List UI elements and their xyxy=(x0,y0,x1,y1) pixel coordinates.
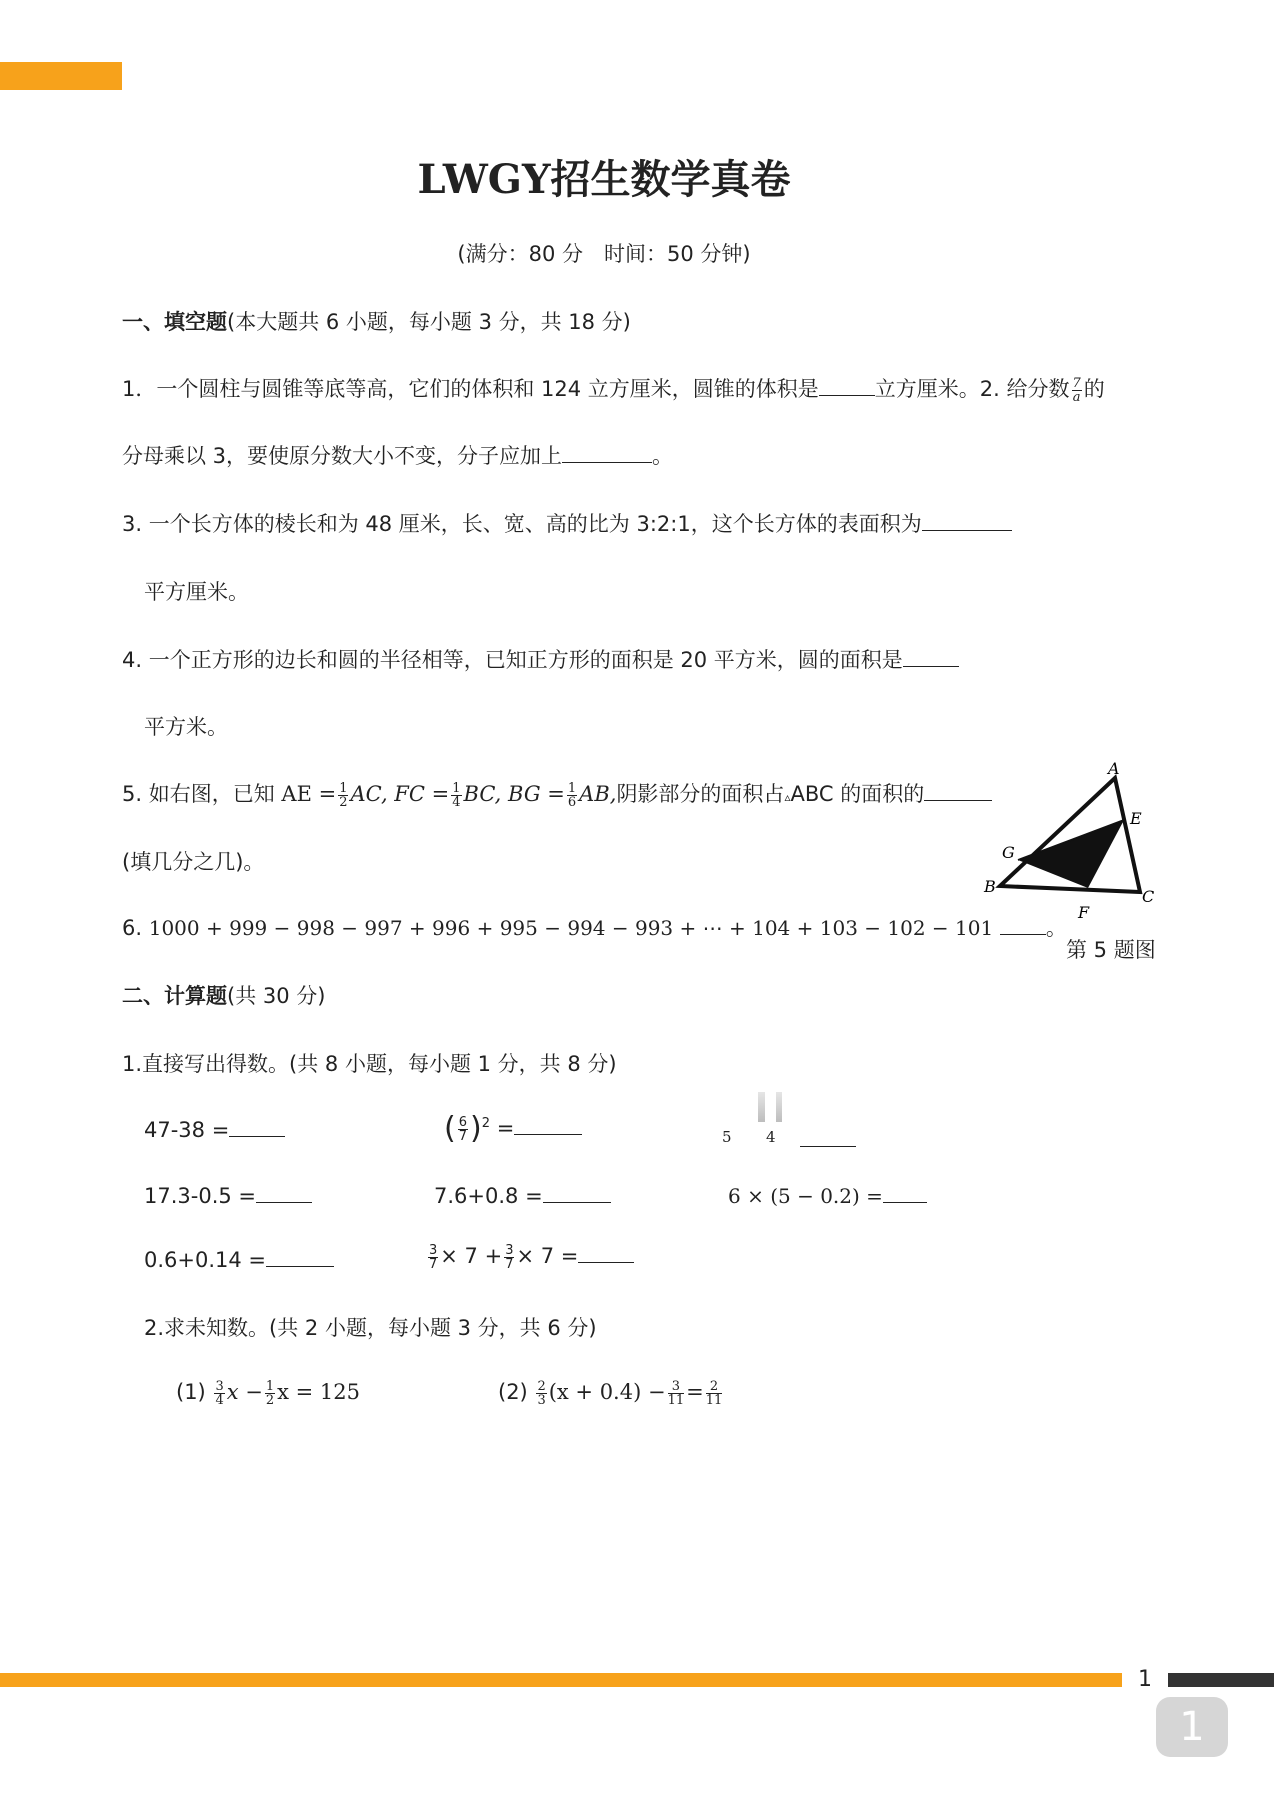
eq2-frac-2: $\frac{3}{11}$ xyxy=(667,1378,685,1408)
eq2-frac-3: $\frac{2}{11}$ xyxy=(705,1378,723,1408)
section1-title: 一、填空题 xyxy=(122,310,227,334)
q5-triangle-figure xyxy=(970,760,1190,930)
calc-r1c2: ( $\frac{6}{7}$ )$^2$ = xyxy=(444,1110,582,1143)
q4-text-a: 4. 一个正方形的边长和圆的半径相等，已知正方形的面积是 20 平方米，圆的面积是 xyxy=(122,648,903,672)
eq1-frac-1: $\frac{3}{4}$ xyxy=(215,1378,224,1408)
q5-text-b: 阴影部分的面积占 xyxy=(616,782,785,806)
footer-dark-bar xyxy=(1168,1673,1274,1687)
eq1-frac-2: $\frac{1}{2}$ xyxy=(265,1378,275,1408)
top-accent-bar xyxy=(0,62,122,90)
calc-r1c1: 47-38 = xyxy=(144,1116,285,1144)
q5-frac-2: $\frac{1}{4}$ xyxy=(452,780,461,810)
question-3 xyxy=(122,510,1012,538)
calc-r2c3-blank[interactable] xyxy=(883,1182,927,1203)
q5-ae: AE = xyxy=(281,782,337,806)
equation-1: (1) $\frac{3}{4}$ x − $\frac{1}{2}$ x = 125 xyxy=(176,1378,360,1408)
q5-bc: BC, BG = xyxy=(463,782,565,806)
q5-text-c: ABC 的面积的 xyxy=(790,782,925,806)
q2-text-b: 。 xyxy=(652,444,674,468)
label-c: C xyxy=(1142,887,1155,906)
calc-r1c3-mark-2 xyxy=(776,1092,782,1122)
q5-ab: AB, xyxy=(579,782,617,806)
q2-fraction: $\frac{7}{a}$ xyxy=(1072,375,1081,405)
q1-text-c: 的 xyxy=(1083,377,1105,401)
calc-r1c2-fraction: $\frac{6}{7}$ xyxy=(458,1114,467,1144)
q5-frac-1: $\frac{1}{2}$ xyxy=(339,780,348,810)
q1-answer-blank[interactable] xyxy=(819,375,875,396)
q5-frac-3: $\frac{1}{6}$ xyxy=(567,780,577,810)
question-4 xyxy=(122,646,959,674)
question-6 xyxy=(122,914,1067,942)
q1-text-a: 1．一个圆柱与圆锥等底等高，它们的体积和 124 立方厘米，圆锥的体积是 xyxy=(122,377,819,401)
q6-label: 6. xyxy=(122,916,143,940)
calc-r1c3-blank[interactable] xyxy=(800,1126,856,1147)
question-1 xyxy=(122,375,1105,404)
equation-2: (2) $\frac{2}{3}$ (x + 0.4) − $\frac{3}{11}$ = $\frac{2}{11}$ xyxy=(498,1378,723,1408)
page-number: 1 xyxy=(1138,1667,1152,1692)
page-subtitle: (满分：80 分 时间：50 分钟) xyxy=(457,242,751,266)
q4-answer-blank[interactable] xyxy=(903,646,959,667)
calc-r2c2: 7.6+0.8 = xyxy=(434,1182,611,1210)
calc-r1c1-blank[interactable] xyxy=(229,1116,285,1137)
question-2 xyxy=(122,442,673,470)
calc-r1c3-den-a: 5 xyxy=(722,1128,732,1146)
part1-title: 1.直接写出得数。(共 8 小题，每小题 1 分，共 8 分) xyxy=(122,1052,617,1076)
q4-unit: 平方米。 xyxy=(144,715,228,739)
eq2-frac-1: $\frac{2}{3}$ xyxy=(537,1378,546,1408)
calc-r3c2: $\frac{3}{7}$ × 7 + $\frac{3}{7}$ × 7 = xyxy=(426,1242,634,1271)
q2-answer-blank[interactable] xyxy=(562,442,652,463)
q3-text-a: 3. 一个长方体的棱长和为 48 厘米，长、宽、高的比为 3:2:1，这个长方体的表面积为 xyxy=(122,512,922,536)
part2-title: 2.求未知数。(共 2 小题，每小题 3 分，共 6 分) xyxy=(144,1316,597,1340)
q6-expression: 1000 + 999 − 998 − 997 + 996 + 995 − 994 − 993 + ⋯ + 104 + 103 − 102 − 101 xyxy=(148,916,994,940)
q5-hint: (填几分之几)。 xyxy=(122,850,265,874)
q6-text-b: 。 xyxy=(1045,916,1067,940)
q3-unit: 平方厘米。 xyxy=(144,580,249,604)
figure-caption: 第 5 题图 xyxy=(1066,938,1156,962)
calc-r1c3-den-b: 4 xyxy=(766,1128,776,1146)
section2-title: 二、计算题 xyxy=(122,984,227,1008)
q2-text-a: 分母乘以 3，要使原分数大小不变，分子应加上 xyxy=(122,444,563,468)
page-badge[interactable]: 1 xyxy=(1156,1697,1228,1757)
calc-r3c1: 0.6+0.14 = xyxy=(144,1246,334,1274)
label-a: A xyxy=(1108,760,1120,778)
section1-heading xyxy=(122,308,631,336)
calc-r2c1-blank[interactable] xyxy=(256,1182,312,1203)
calc-r2c2-blank[interactable] xyxy=(543,1182,611,1203)
q3-answer-blank[interactable] xyxy=(922,510,1012,531)
calc-r1c3-mark-1 xyxy=(758,1092,765,1122)
label-f: F xyxy=(1078,903,1090,922)
calc-r3c2-frac-1: $\frac{3}{7}$ xyxy=(429,1242,438,1272)
calc-r1c2-blank[interactable] xyxy=(514,1114,582,1135)
calc-r3c2-blank[interactable] xyxy=(578,1242,634,1263)
section2-heading xyxy=(122,982,325,1010)
section2-note: (共 30 分) xyxy=(227,984,326,1008)
label-e: E xyxy=(1130,809,1142,828)
page-title: LWGY招生数学真卷 xyxy=(417,156,791,203)
section1-note: (本大题共 6 小题，每小题 3 分，共 18 分) xyxy=(227,310,631,334)
question-5 xyxy=(122,780,992,811)
q1-text-b: 立方厘米。2. 给分数 xyxy=(874,377,1070,401)
q5-ac: AC, FC = xyxy=(350,782,450,806)
calc-r3c2-frac-2: $\frac{3}{7}$ xyxy=(505,1242,514,1272)
label-g: G xyxy=(1002,843,1015,862)
calc-r2c3: 6 × (5 − 0.2) = xyxy=(728,1182,927,1210)
calc-r3c1-blank[interactable] xyxy=(266,1246,334,1267)
calc-r2c1: 17.3-0.5 = xyxy=(144,1182,312,1210)
q5-triangle-symbol: ▵ xyxy=(784,790,791,804)
label-b: B xyxy=(984,877,996,896)
footer-accent-bar xyxy=(0,1673,1122,1687)
q5-text-a: 5. 如右图，已知 xyxy=(122,782,275,806)
